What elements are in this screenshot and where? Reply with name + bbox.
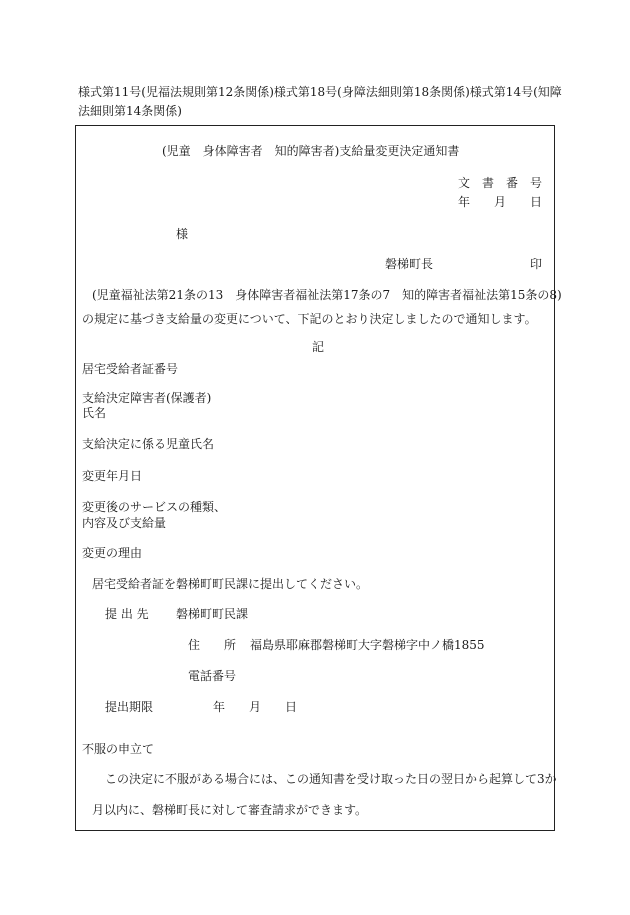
ki-heading: 記 [312,340,325,354]
address-label: 住 所 [188,638,237,652]
notice-frame [75,125,555,831]
change-reason-label: 変更の理由 [82,546,143,560]
phone-label: 電話番号 [188,669,237,683]
deadline-label: 提出期限 [105,700,154,714]
seal-mark: 印 [530,257,543,271]
document-number-label: 文 書 番 号 [458,176,543,190]
addressee-suffix: 様 [176,227,189,241]
form-reference-header: 様式第11号(児福法規則第12条関係)様式第18号(身障法細則第18条関係)様式第14号(知障法細則第14条関係) [78,85,562,118]
legal-basis-text: (児童福祉法第21条の13 身体障害者福祉法第17条の7 知的障害者福祉法第15条の8) [92,288,562,302]
submission-instruction: 居宅受給者証を磐梯町町民課に提出してください。 [92,577,369,591]
issuer-name: 磐梯町長 [385,257,434,271]
destination-label: 提 出 先 [105,607,149,621]
appeal-text-line1: この決定に不服がある場合には、この通知書を受け取った日の翌日から起算して3か [105,772,557,786]
certificate-number-label: 居宅受給者証番号 [82,362,179,376]
child-name-label: 支給決定に係る児童氏名 [82,437,215,451]
appeal-heading: 不服の申立て [82,742,155,756]
service-content-label: 内容及び支給量 [82,516,167,530]
appeal-text-line2: 月以内に、磐梯町長に対して審査請求ができます。 [92,803,368,817]
destination-value: 磐梯町町民課 [176,607,249,621]
change-date-label: 変更年月日 [82,469,143,483]
deadline-date: 年 月 日 [213,700,298,714]
recipient-label: 支給決定障害者(保護者) [82,391,212,405]
address-value: 福島県耶麻郡磐梯町大字磐梯字中ノ橋1855 [250,638,485,652]
issue-date-label: 年 月 日 [458,195,543,209]
service-label: 変更後のサービスの種類、 [82,500,227,514]
notice-statement-text: の規定に基づき支給量の変更について、下記のとおり決定しましたので通知します。 [82,312,537,326]
recipient-name-label: 氏名 [82,406,107,420]
notice-title: (児童 身体障害者 知的障害者)支給量変更決定通知書 [162,144,460,158]
